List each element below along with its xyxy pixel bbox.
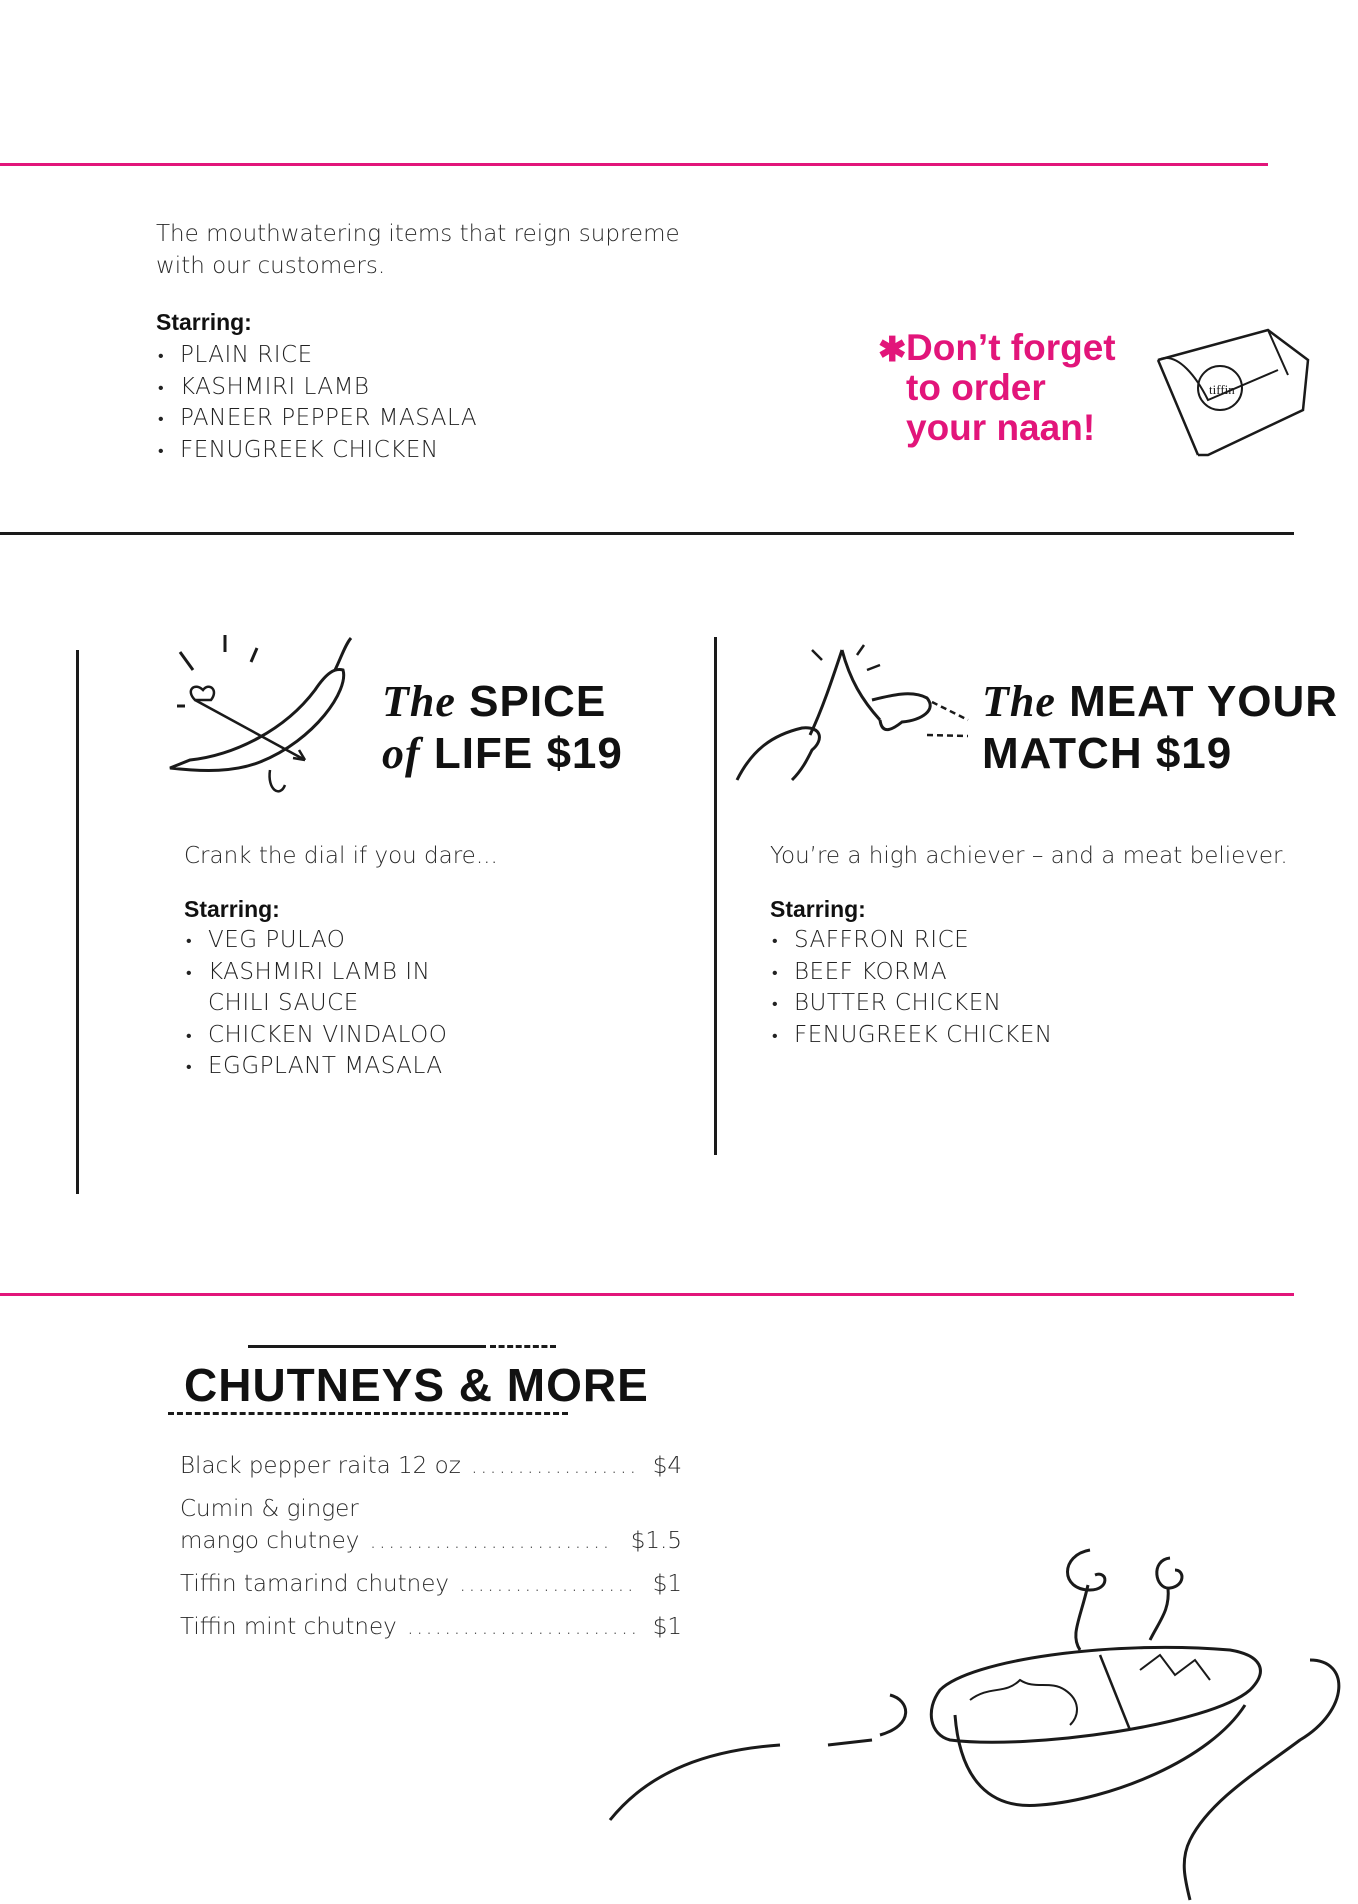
wishbone-hands-icon — [732, 640, 972, 790]
list-item: • KASHMIRI LAMB IN — [184, 957, 664, 989]
list-item: • CHICKEN VINDALOO — [184, 1020, 664, 1052]
spice-starring-label: Starring: — [184, 896, 280, 922]
list-item: • KASHMIRI LAMB — [156, 372, 716, 404]
column-divider-middle — [714, 637, 717, 1155]
list-item: • FENUGREEK CHICKEN — [770, 1020, 1330, 1052]
bag-label: tiffin — [1209, 382, 1235, 397]
menu-item-price: $1 — [652, 1614, 682, 1640]
chutney-title-bottom-dash — [168, 1412, 568, 1415]
chili-heart-icon — [165, 630, 365, 810]
chutney-title-top-rule — [248, 1345, 486, 1348]
intro-section — [156, 218, 716, 466]
meat-title: The MEAT YOUR MATCH $19 — [982, 677, 1339, 778]
spice-item-list — [184, 925, 664, 1083]
meat-price: $19 — [1155, 729, 1233, 778]
tiffin-dish-icon — [610, 1540, 1350, 1900]
list-item: • BEEF KORMA — [770, 957, 1330, 989]
list-item-continuation: CHILI SAUCE — [208, 990, 359, 1016]
list-item: • FENUGREEK CHICKEN — [156, 435, 716, 467]
spice-section — [184, 840, 664, 1083]
menu-item: Cumin & ginger mango chutney ..... $1.5 — [180, 1493, 682, 1557]
list-item: • BUTTER CHICKEN — [770, 988, 1330, 1020]
meat-starring-label: Starring: — [770, 896, 866, 922]
menu-item-price: $4 — [652, 1453, 682, 1479]
list-item: • EGGPLANT MASALA — [184, 1051, 664, 1083]
spice-title: The SPICE of LIFE $19 — [382, 677, 623, 778]
top-divider — [0, 163, 1268, 166]
chutneys-title: CHUTNEYS & MORE — [184, 1359, 649, 1411]
menu-item: Tiffin mint chutney ..... $1 — [180, 1611, 682, 1643]
spice-description: Crank the dial if you dare... — [184, 843, 498, 869]
spice-price: $19 — [546, 729, 623, 778]
menu-item-price: $1 — [652, 1571, 682, 1597]
chutney-menu — [180, 1450, 682, 1654]
menu-item: Tiffin tamarind chutney ..... $1 — [180, 1568, 682, 1600]
meat-section — [770, 840, 1330, 1051]
intro-description: The mouthwatering items that reign supreme with our customers. — [156, 221, 680, 279]
chutney-title-top-dash — [490, 1345, 556, 1348]
divider-pink — [0, 1293, 1294, 1296]
divider-black — [0, 532, 1294, 535]
intro-item-list — [156, 340, 716, 466]
menu-item: Black pepper raita 12 oz ..... $4 — [180, 1450, 682, 1482]
meat-description: You’re a high achiever – and a meat believer. — [770, 843, 1288, 869]
menu-item-price: $1.5 — [630, 1528, 682, 1554]
intro-starring-label: Starring: — [156, 309, 252, 335]
list-item: • SAFFRON RICE — [770, 925, 1330, 957]
naan-bag-icon — [1138, 320, 1318, 470]
asterisk-icon: ✱ — [878, 331, 907, 369]
meat-item-list — [770, 925, 1330, 1051]
naan-reminder: ✱ Don’t forget to order your naan! — [878, 327, 1116, 448]
list-item: • PLAIN RICE — [156, 340, 716, 372]
list-item: • PANEER PEPPER MASALA — [156, 403, 716, 435]
column-divider-left — [76, 650, 79, 1194]
list-item: • VEG PULAO — [184, 925, 664, 957]
